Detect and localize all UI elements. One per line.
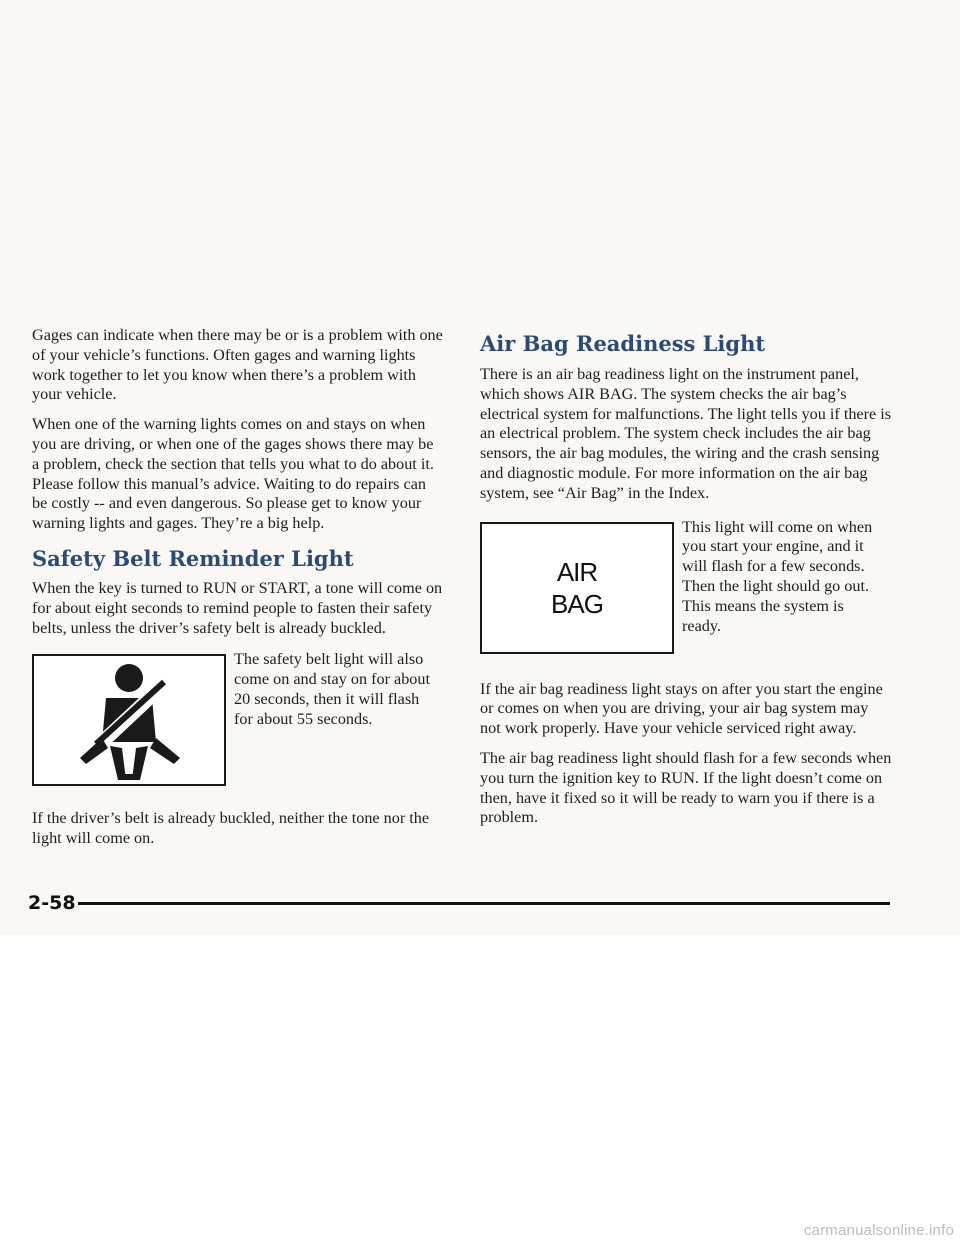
air-bag-heading: Air Bag Readiness Light <box>480 331 766 356</box>
safety-belt-paragraph: When the key is turned to RUN or START, a tone will come on for about eight seconds to remind people to fasten their safety belts, unless the driver’s safety belt is already buckled. <box>32 578 443 637</box>
page-number: 2-58 <box>28 892 76 914</box>
air-bag-stays-on-paragraph: If the air bag readiness light stays on after you start the engine or comes on when you are driving, your air bag system may not work properly. Have your vehicle serviced right away. <box>480 679 883 738</box>
left-column <box>32 326 444 849</box>
safety-belt-figure-text: The safety belt light will also come on and stay on for about 20 seconds, then it will flash for about 55 seconds. <box>234 650 430 728</box>
page-footer <box>28 890 890 916</box>
safety-belt-heading: Safety Belt Reminder Light <box>32 545 354 571</box>
seatbelt-person-icon <box>34 656 224 784</box>
air-bag-figure-text: This light will come on when you start your engine, and it will flash for a few seconds. Then the light should go out. This means the system is ready. <box>682 517 873 635</box>
footer-rule <box>78 902 890 905</box>
air-bag-light-box <box>480 522 674 654</box>
air-bag-intro-paragraph: There is an air bag readiness light on the instrument panel, which shows AIR BAG. The system checks the air bag’s electrical system for malfunctions. The light tells you if there is an electrical problem. The system check includes the air bag sensors, the air bag modules, the wiring and the crash sensing and diagnostic module. For more information on the air bag system, see “Air Bag” in the Index. <box>480 365 892 502</box>
right-column <box>480 326 892 828</box>
safety-belt-light-box <box>32 654 226 786</box>
watermark: carmanualsonline.info <box>803 1222 954 1239</box>
safety-belt-figure <box>32 650 444 809</box>
air-bag-figure <box>480 517 892 680</box>
air-bag-light-line2: BAG <box>551 588 603 619</box>
air-bag-flash-paragraph: The air bag readiness light should flash for a few seconds when you turn the ignition key to RUN. If the light doesn’t come on then, have it fixed so it will be ready to warn you if there is a problem. <box>480 748 892 827</box>
driver-belt-paragraph: If the driver’s belt is already buckled, neither the tone nor the light will come on. <box>32 809 430 848</box>
air-bag-light-line1: AIR <box>556 556 598 587</box>
gages-intro-paragraph: Gages can indicate when there may be or is a problem with one of your vehicle’s functions. Often gages and warning lights work together to let you know when there’s a problem with your vehicle. <box>32 326 443 404</box>
warning-lights-paragraph: When one of the warning lights comes on and stays on when you are driving, or when one of the gages shows there may be a problem, check the section that tells you what to do about it. Please follow this manual’s advice. Waiting to do repairs can be costly -- and even dangerous. So please get to know your warning lights and gages. They’re a big help. <box>32 415 434 533</box>
